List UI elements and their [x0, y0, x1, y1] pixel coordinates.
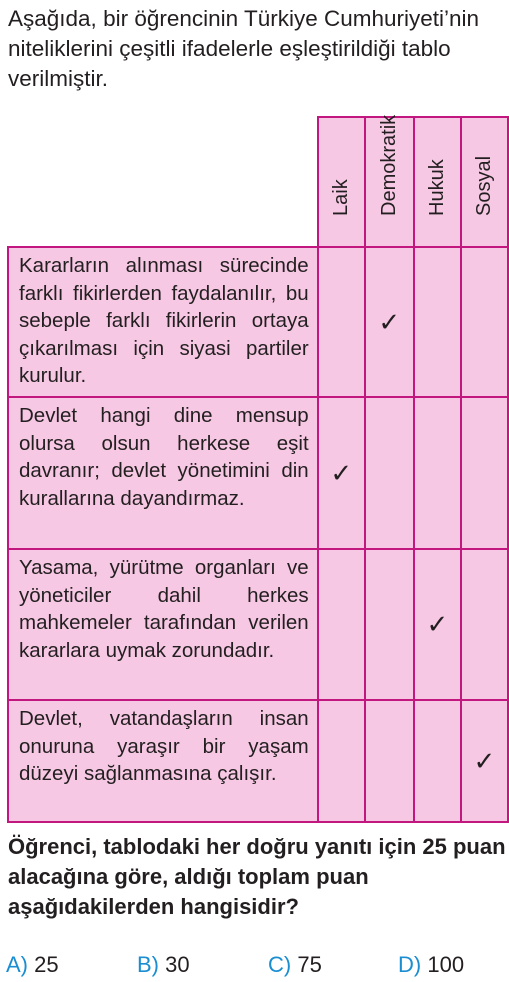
choice-d[interactable] [398, 950, 464, 980]
statement-cell: Yasama, yürütme organları ve yöneticiler dahil herkes mahkemeler tarafından verilen kararlara uymak zorundadır. [8, 549, 318, 700]
choice-value: 25 [34, 952, 59, 977]
mark-cell [318, 700, 365, 822]
mark-cell [414, 397, 461, 549]
table-row [8, 700, 508, 822]
mark-cell: ✓ [365, 247, 414, 397]
mark-cell [365, 700, 414, 822]
column-header-label: Laik [330, 179, 353, 216]
column-header-demokratik [365, 114, 414, 247]
choice-c[interactable] [268, 950, 322, 980]
choice-letter: A) [6, 952, 28, 977]
choice-value: 100 [427, 952, 465, 977]
header-row [8, 117, 508, 247]
intro-text: Aşağıda, bir öğrencinin Türkiye Cumhuriyeti’nin niteliklerini çeşitli ifadelerle eşleştirildiği tablo verilmiştir. [8, 6, 480, 91]
choice-b[interactable] [137, 950, 190, 980]
header-corner [8, 117, 318, 247]
mark-cell [318, 247, 365, 397]
mark-cell: ✓ [461, 700, 508, 822]
mark-cell [414, 700, 461, 822]
column-header-label: Sosyal [473, 155, 496, 216]
choice-letter: C) [268, 952, 292, 977]
choice-value: 30 [165, 952, 190, 977]
question-text: Öğrenci, tablodaki her doğru yanıtı için 25 puan alacağına göre, aldığı toplam puan aşağıdakilerden hangisidir? [8, 834, 506, 919]
statement-cell: Devlet hangi dine mensup olursa olsun herkese eşit davranır; devlet yönetimini din kurallarına dayandırmaz. [8, 397, 318, 549]
column-header-label: Hukuk [426, 159, 449, 216]
mark-cell [318, 549, 365, 700]
table-row [8, 247, 508, 397]
statement-cell: Kararların alınması sürecinde farklı fikirlerden faydalanılır, bu sebeple farklı fikirlerin ortaya çıkarılması için siyasi partiler kurulur. [8, 247, 318, 397]
mark-cell [461, 247, 508, 397]
choice-letter: D) [398, 952, 422, 977]
column-header-label: Demokratik [378, 114, 401, 216]
mark-cell [365, 549, 414, 700]
matching-table [7, 116, 509, 823]
column-header-laik [318, 117, 365, 247]
choice-value: 75 [297, 952, 322, 977]
choice-letter: B) [137, 952, 159, 977]
table-row [8, 549, 508, 700]
mark-cell [461, 397, 508, 549]
column-header-hukuk [414, 117, 461, 247]
mark-cell: ✓ [318, 397, 365, 549]
mark-cell: ✓ [414, 549, 461, 700]
statement-cell: Devlet, vatandaşların insan onuruna yaraşır bir yaşam düzeyi sağlanmasına çalışır. [8, 700, 318, 822]
column-header-sosyal [461, 117, 508, 247]
mark-cell [461, 549, 508, 700]
mark-cell [414, 247, 461, 397]
answer-choices [0, 950, 509, 982]
mark-cell [365, 397, 414, 549]
table-row [8, 397, 508, 549]
choice-a[interactable] [6, 950, 59, 980]
